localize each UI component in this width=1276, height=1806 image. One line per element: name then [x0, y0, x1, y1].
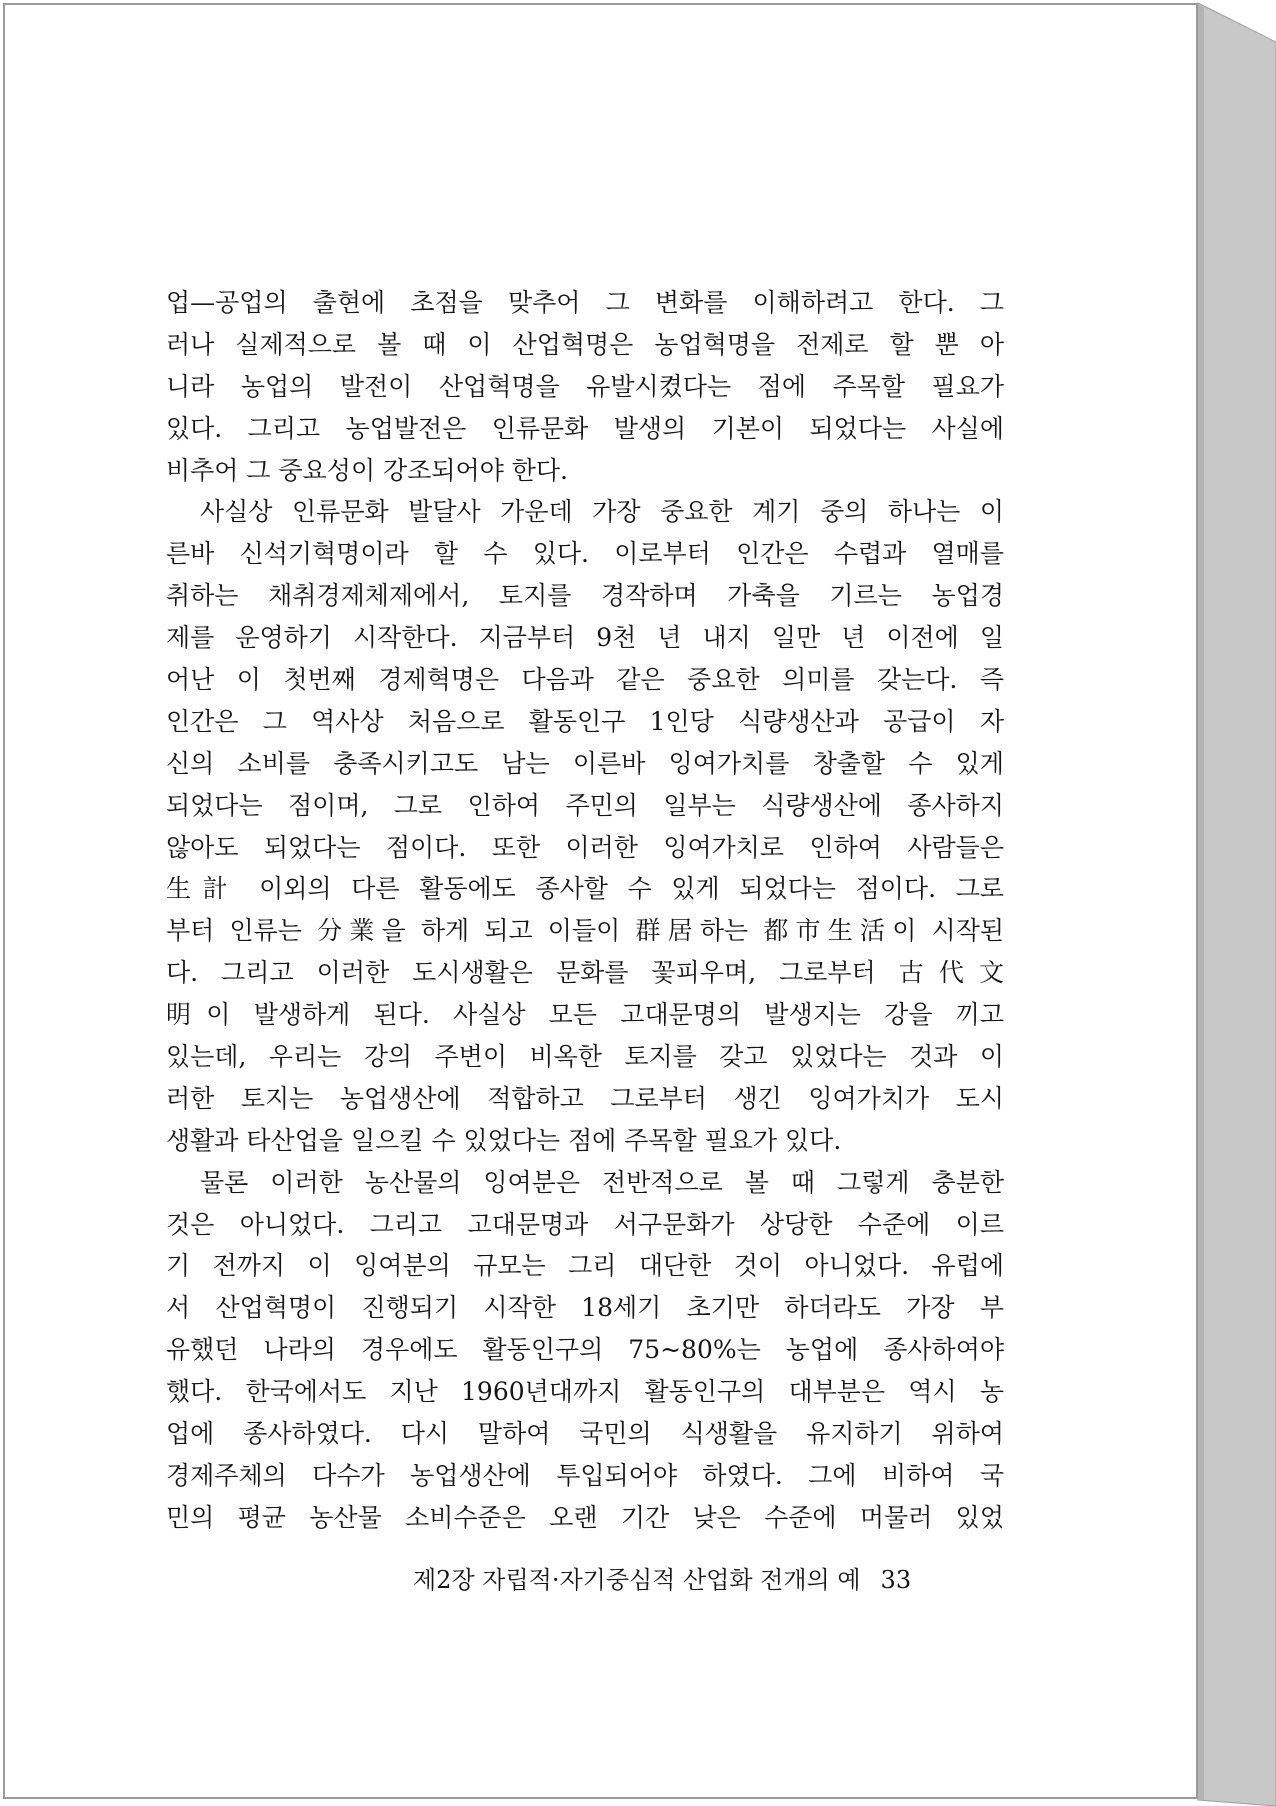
text-line: 신의 소비를 충족시키고도 남는 이른바 잉여가치를 창출할 수 있게 — [166, 748, 1004, 778]
text-line: 업에 종사하였다. 다시 말하여 국민의 식생활을 유지하기 위하여 — [166, 1419, 1004, 1449]
text-line: 생활과 타산업을 일으킬 수 있었다는 점에 주목할 필요가 있다. — [166, 1125, 842, 1155]
body-text — [166, 282, 1004, 1539]
paragraph-1 — [166, 282, 1004, 491]
text-line: 있는데, 우리는 강의 주변이 비옥한 토지를 갖고 있었다는 것과 이 — [166, 1042, 1004, 1072]
text-line: 른바 신석기혁명이라 할 수 있다. 이로부터 인간은 수렵과 열매를 — [166, 539, 1004, 569]
text-line: 어난 이 첫번째 경제혁명은 다음과 같은 중요한 의미를 갖는다. 즉 — [166, 665, 1004, 695]
text-line: 부터 인류는 分業을 하게 되고 이들이 群居하는 都市生活이 시작된 — [166, 916, 1004, 946]
text-line: 물론 이러한 농산물의 잉여분은 전반적으로 볼 때 그렇게 충분한 — [200, 1167, 1004, 1197]
running-footer — [413, 1560, 983, 1595]
text-line: 서 산업혁명이 진행되기 시작한 18세기 초기만 하더라도 가장 부 — [166, 1293, 1004, 1323]
text-line: 유했던 나라의 경우에도 활동인구의 75~80%는 농업에 종사하여야 — [166, 1335, 1004, 1365]
text-line: 러한 토지는 농업생산에 적합하고 그로부터 생긴 잉여가치가 도시 — [166, 1083, 1004, 1113]
text-line: 업—공업의 출현에 초점을 맞추어 그 변화를 이해하려고 한다. 그 — [166, 288, 1004, 317]
text-line: 않아도 되었다는 점이다. 또한 이러한 잉여가치로 인하여 사람들은 — [166, 832, 1004, 862]
text-line: 민의 평균 농산물 소비수준은 오랜 기간 낮은 수준에 머물러 있었 — [166, 1502, 1004, 1532]
text-line: 것은 아니었다. 그리고 고대문명과 서구문화가 상당한 수준에 이르 — [166, 1209, 1004, 1239]
text-line: 明이 발생하게 된다. 사실상 모든 고대문명의 발생지는 강을 끼고 — [166, 1000, 1004, 1030]
text-line: 生計 이외의 다른 활동에도 종사할 수 있게 되었다는 점이다. 그로 — [166, 874, 1004, 904]
text-line: 다. 그리고 이러한 도시생활은 문화를 꽃피우며, 그로부터 古代文 — [166, 958, 1004, 988]
text-line: 되었다는 점이며, 그로 인하여 주민의 일부는 식량생산에 종사하지 — [166, 790, 1004, 820]
text-line: 니라 농업의 발전이 산업혁명을 유발시켰다는 점에 주목할 필요가 — [166, 371, 1004, 401]
text-line: 취하는 채취경제체제에서, 토지를 경작하며 가축을 기르는 농업경 — [166, 581, 1004, 611]
text-line: 경제주체의 다수가 농업생산에 투입되어야 하였다. 그에 비하여 국 — [166, 1460, 1004, 1490]
text-line: 제를 운영하기 시작한다. 지금부터 9천 년 내지 일만 년 이전에 일 — [166, 623, 1004, 653]
text-line: 러나 실제적으로 볼 때 이 산업혁명은 농업혁명을 전제로 할 뿐 아 — [166, 329, 1004, 359]
page-number: 33 — [880, 1566, 912, 1594]
text-line: 했다. 한국에서도 지난 1960년대까지 활동인구의 대부분은 역시 농 — [166, 1377, 1004, 1407]
text-line: 인간은 그 역사상 처음으로 활동인구 1인당 식량생산과 공급이 자 — [166, 706, 1004, 736]
text-line: 비추어 그 중요성이 강조되어야 한다. — [166, 455, 568, 485]
text-line: 있다. 그리고 농업발전은 인류문화 발생의 기본이 되었다는 사실에 — [166, 413, 1004, 443]
paragraph-3 — [166, 1162, 1004, 1539]
text-line: 기 전까지 이 잉여분의 규모는 그리 대단한 것이 아니었다. 유럽에 — [166, 1251, 1004, 1281]
chapter-title: 제2장 자립적·자기중심적 산업화 전개의 예 — [413, 1566, 861, 1594]
paragraph-2 — [166, 491, 1004, 1161]
text-line: 사실상 인류문화 발달사 가운데 가장 중요한 계기 중의 하나는 이 — [200, 497, 1004, 527]
